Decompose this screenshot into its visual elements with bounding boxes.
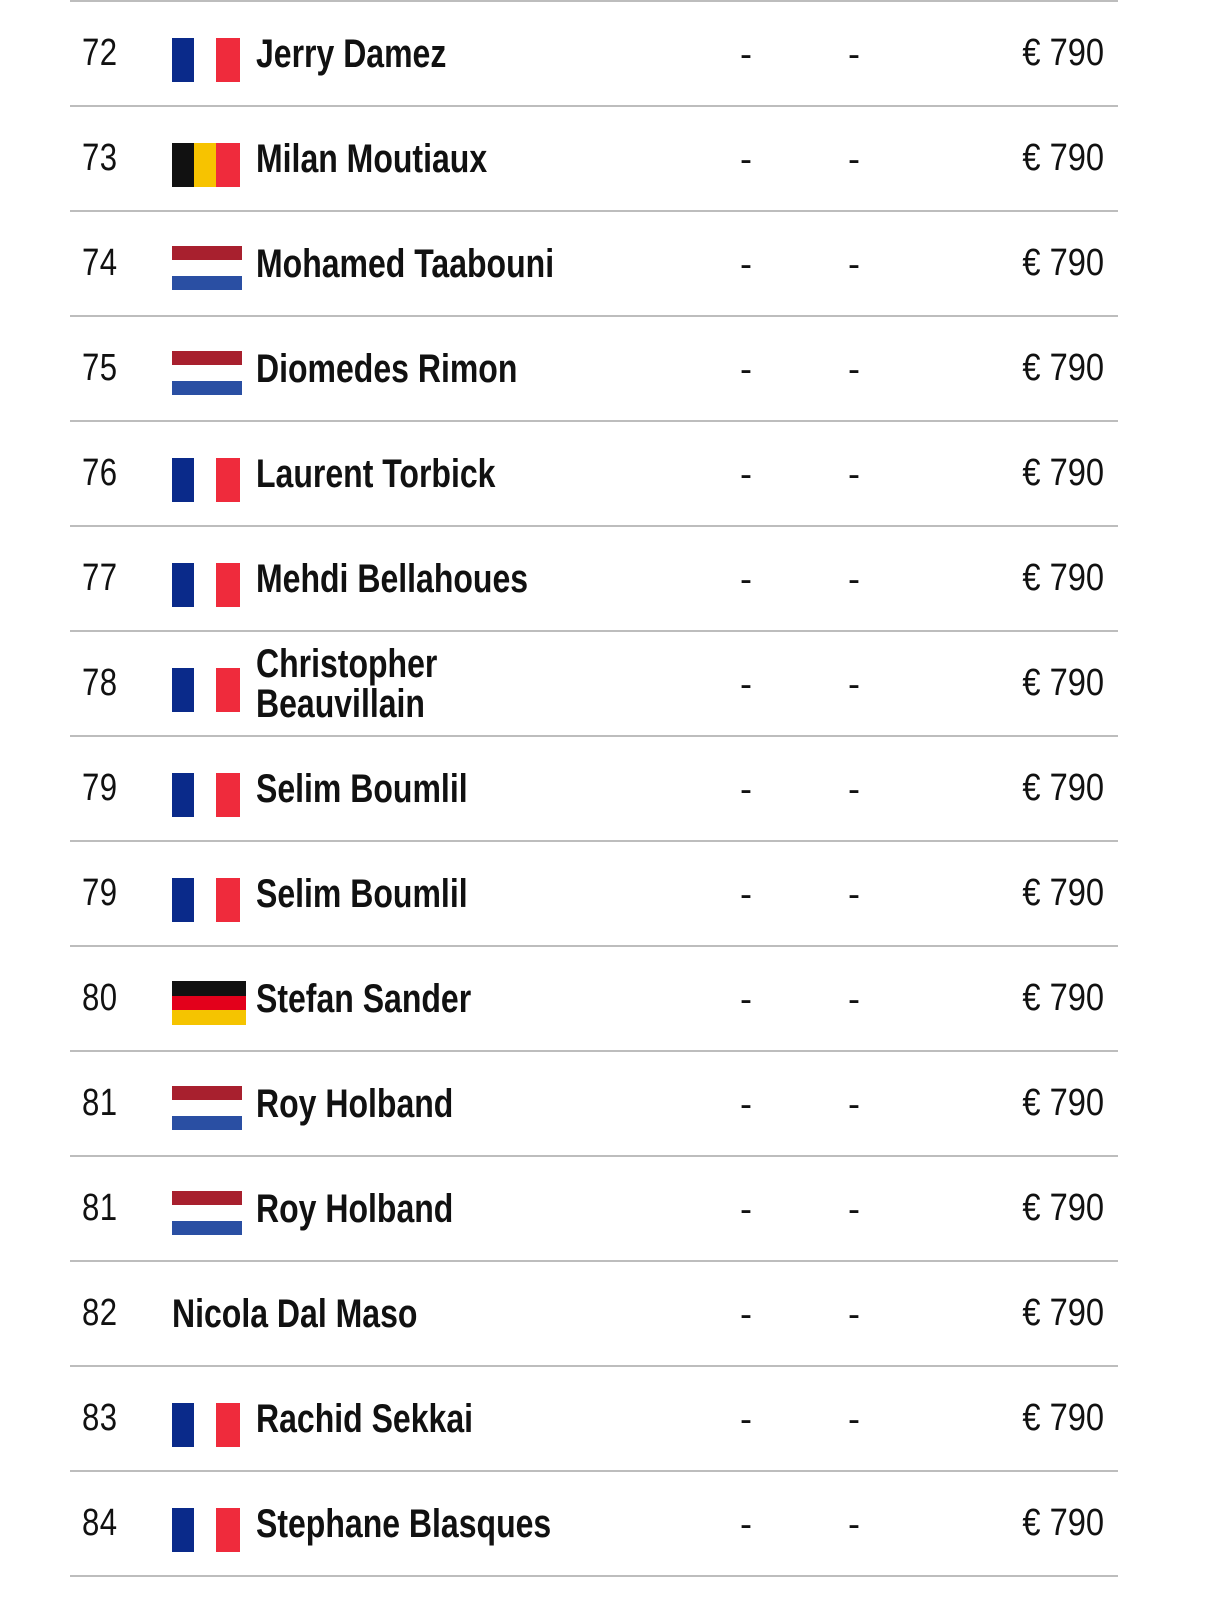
stat-column-1: - <box>740 1503 752 1544</box>
player-rank: 79 <box>82 872 118 914</box>
player-rank: 84 <box>82 1502 118 1544</box>
prize-amount: € 790 <box>1022 872 1104 914</box>
prize-amount: € 790 <box>1022 32 1104 74</box>
prize-amount: € 790 <box>1022 557 1104 599</box>
player-rank: 76 <box>82 452 118 494</box>
player-rank: 78 <box>82 662 118 704</box>
prize-amount: € 790 <box>1022 1187 1104 1229</box>
belgium-flag-icon <box>172 143 240 187</box>
player-name[interactable]: Stefan Sander <box>256 976 472 1021</box>
table-row[interactable] <box>70 2 1118 107</box>
prize-amount: € 790 <box>1022 1292 1104 1334</box>
player-rank: 75 <box>82 347 118 389</box>
france-flag-icon <box>172 1508 240 1552</box>
player-name[interactable]: Nicola Dal Maso <box>172 1291 418 1336</box>
player-name[interactable]: Mehdi Bellahoues <box>256 556 529 601</box>
stat-column-2: - <box>848 1503 860 1544</box>
player-rank: 73 <box>82 137 118 179</box>
stat-column-1: - <box>740 768 752 809</box>
player-rank: 81 <box>82 1187 118 1229</box>
table-row[interactable] <box>70 1052 1118 1157</box>
player-rank: 82 <box>82 1292 118 1334</box>
netherlands-flag-icon <box>172 351 242 397</box>
prize-amount: € 790 <box>1022 977 1104 1019</box>
stat-column-2: - <box>848 1398 860 1439</box>
table-row[interactable] <box>70 212 1118 317</box>
player-rank: 83 <box>82 1397 118 1439</box>
player-name[interactable]: Selim Boumlil <box>256 871 468 916</box>
stat-column-2: - <box>848 243 860 284</box>
table-row[interactable] <box>70 422 1118 527</box>
stat-column-1: - <box>740 138 752 179</box>
stat-column-1: - <box>740 453 752 494</box>
table-row[interactable] <box>70 1472 1118 1577</box>
stat-column-1: - <box>740 243 752 284</box>
player-name[interactable]: Milan Moutiaux <box>256 136 488 181</box>
germany-flag-icon <box>172 981 246 1025</box>
france-flag-icon <box>172 458 240 502</box>
player-rank: 81 <box>82 1082 118 1124</box>
table-row[interactable] <box>70 737 1118 842</box>
prize-amount: € 790 <box>1022 1082 1104 1124</box>
stat-column-2: - <box>848 1083 860 1124</box>
france-flag-icon <box>172 563 240 607</box>
stat-column-2: - <box>848 978 860 1019</box>
prize-amount: € 790 <box>1022 1502 1104 1544</box>
prize-amount: € 790 <box>1022 1397 1104 1439</box>
player-name[interactable]: Rachid Sekkai <box>256 1396 473 1441</box>
prize-amount: € 790 <box>1022 242 1104 284</box>
table-row[interactable] <box>70 1367 1118 1472</box>
stat-column-1: - <box>740 1398 752 1439</box>
stat-column-2: - <box>848 453 860 494</box>
prize-amount: € 790 <box>1022 347 1104 389</box>
player-name[interactable]: Laurent Torbick <box>256 451 496 496</box>
table-row[interactable] <box>70 527 1118 632</box>
player-name[interactable]: Roy Holband <box>256 1081 454 1126</box>
player-name[interactable]: Mohamed Taabouni <box>256 241 555 286</box>
player-name[interactable]: Roy Holband <box>256 1186 454 1231</box>
player-name[interactable]: Jerry Damez <box>256 31 447 76</box>
player-name[interactable]: Stephane Blasques <box>256 1501 552 1546</box>
table-row[interactable] <box>70 947 1118 1052</box>
player-name[interactable]: Christopher Beauvillain <box>256 641 438 726</box>
prize-amount: € 790 <box>1022 767 1104 809</box>
netherlands-flag-icon <box>172 246 242 292</box>
player-name[interactable]: Diomedes Rimon <box>256 346 518 391</box>
player-name[interactable]: Selim Boumlil <box>256 766 468 811</box>
stat-column-1: - <box>740 1293 752 1334</box>
stat-column-1: - <box>740 663 752 704</box>
stat-column-2: - <box>848 768 860 809</box>
netherlands-flag-icon <box>172 1086 242 1132</box>
table-row[interactable] <box>70 842 1118 947</box>
stat-column-1: - <box>740 348 752 389</box>
stat-column-2: - <box>848 663 860 704</box>
table-row[interactable] <box>70 107 1118 212</box>
stat-column-2: - <box>848 873 860 914</box>
results-table <box>70 0 1118 1577</box>
stat-column-2: - <box>848 33 860 74</box>
france-flag-icon <box>172 1403 240 1447</box>
france-flag-icon <box>172 878 240 922</box>
stat-column-2: - <box>848 348 860 389</box>
stat-column-2: - <box>848 1293 860 1334</box>
netherlands-flag-icon <box>172 1191 242 1237</box>
player-rank: 80 <box>82 977 118 1019</box>
table-row[interactable] <box>70 632 1118 737</box>
player-rank: 77 <box>82 557 118 599</box>
prize-amount: € 790 <box>1022 137 1104 179</box>
stat-column-2: - <box>848 1188 860 1229</box>
prize-amount: € 790 <box>1022 452 1104 494</box>
table-row[interactable] <box>70 1157 1118 1262</box>
stat-column-2: - <box>848 138 860 179</box>
player-rank: 79 <box>82 767 118 809</box>
stat-column-1: - <box>740 558 752 599</box>
france-flag-icon <box>172 668 240 712</box>
stat-column-1: - <box>740 873 752 914</box>
stat-column-2: - <box>848 558 860 599</box>
stat-column-1: - <box>740 33 752 74</box>
stat-column-1: - <box>740 1188 752 1229</box>
table-row[interactable] <box>70 1262 1118 1367</box>
stat-column-1: - <box>740 978 752 1019</box>
france-flag-icon <box>172 773 240 817</box>
prize-amount: € 790 <box>1022 662 1104 704</box>
stat-column-1: - <box>740 1083 752 1124</box>
player-rank: 72 <box>82 32 118 74</box>
france-flag-icon <box>172 38 240 82</box>
table-row[interactable] <box>70 317 1118 422</box>
player-rank: 74 <box>82 242 118 284</box>
